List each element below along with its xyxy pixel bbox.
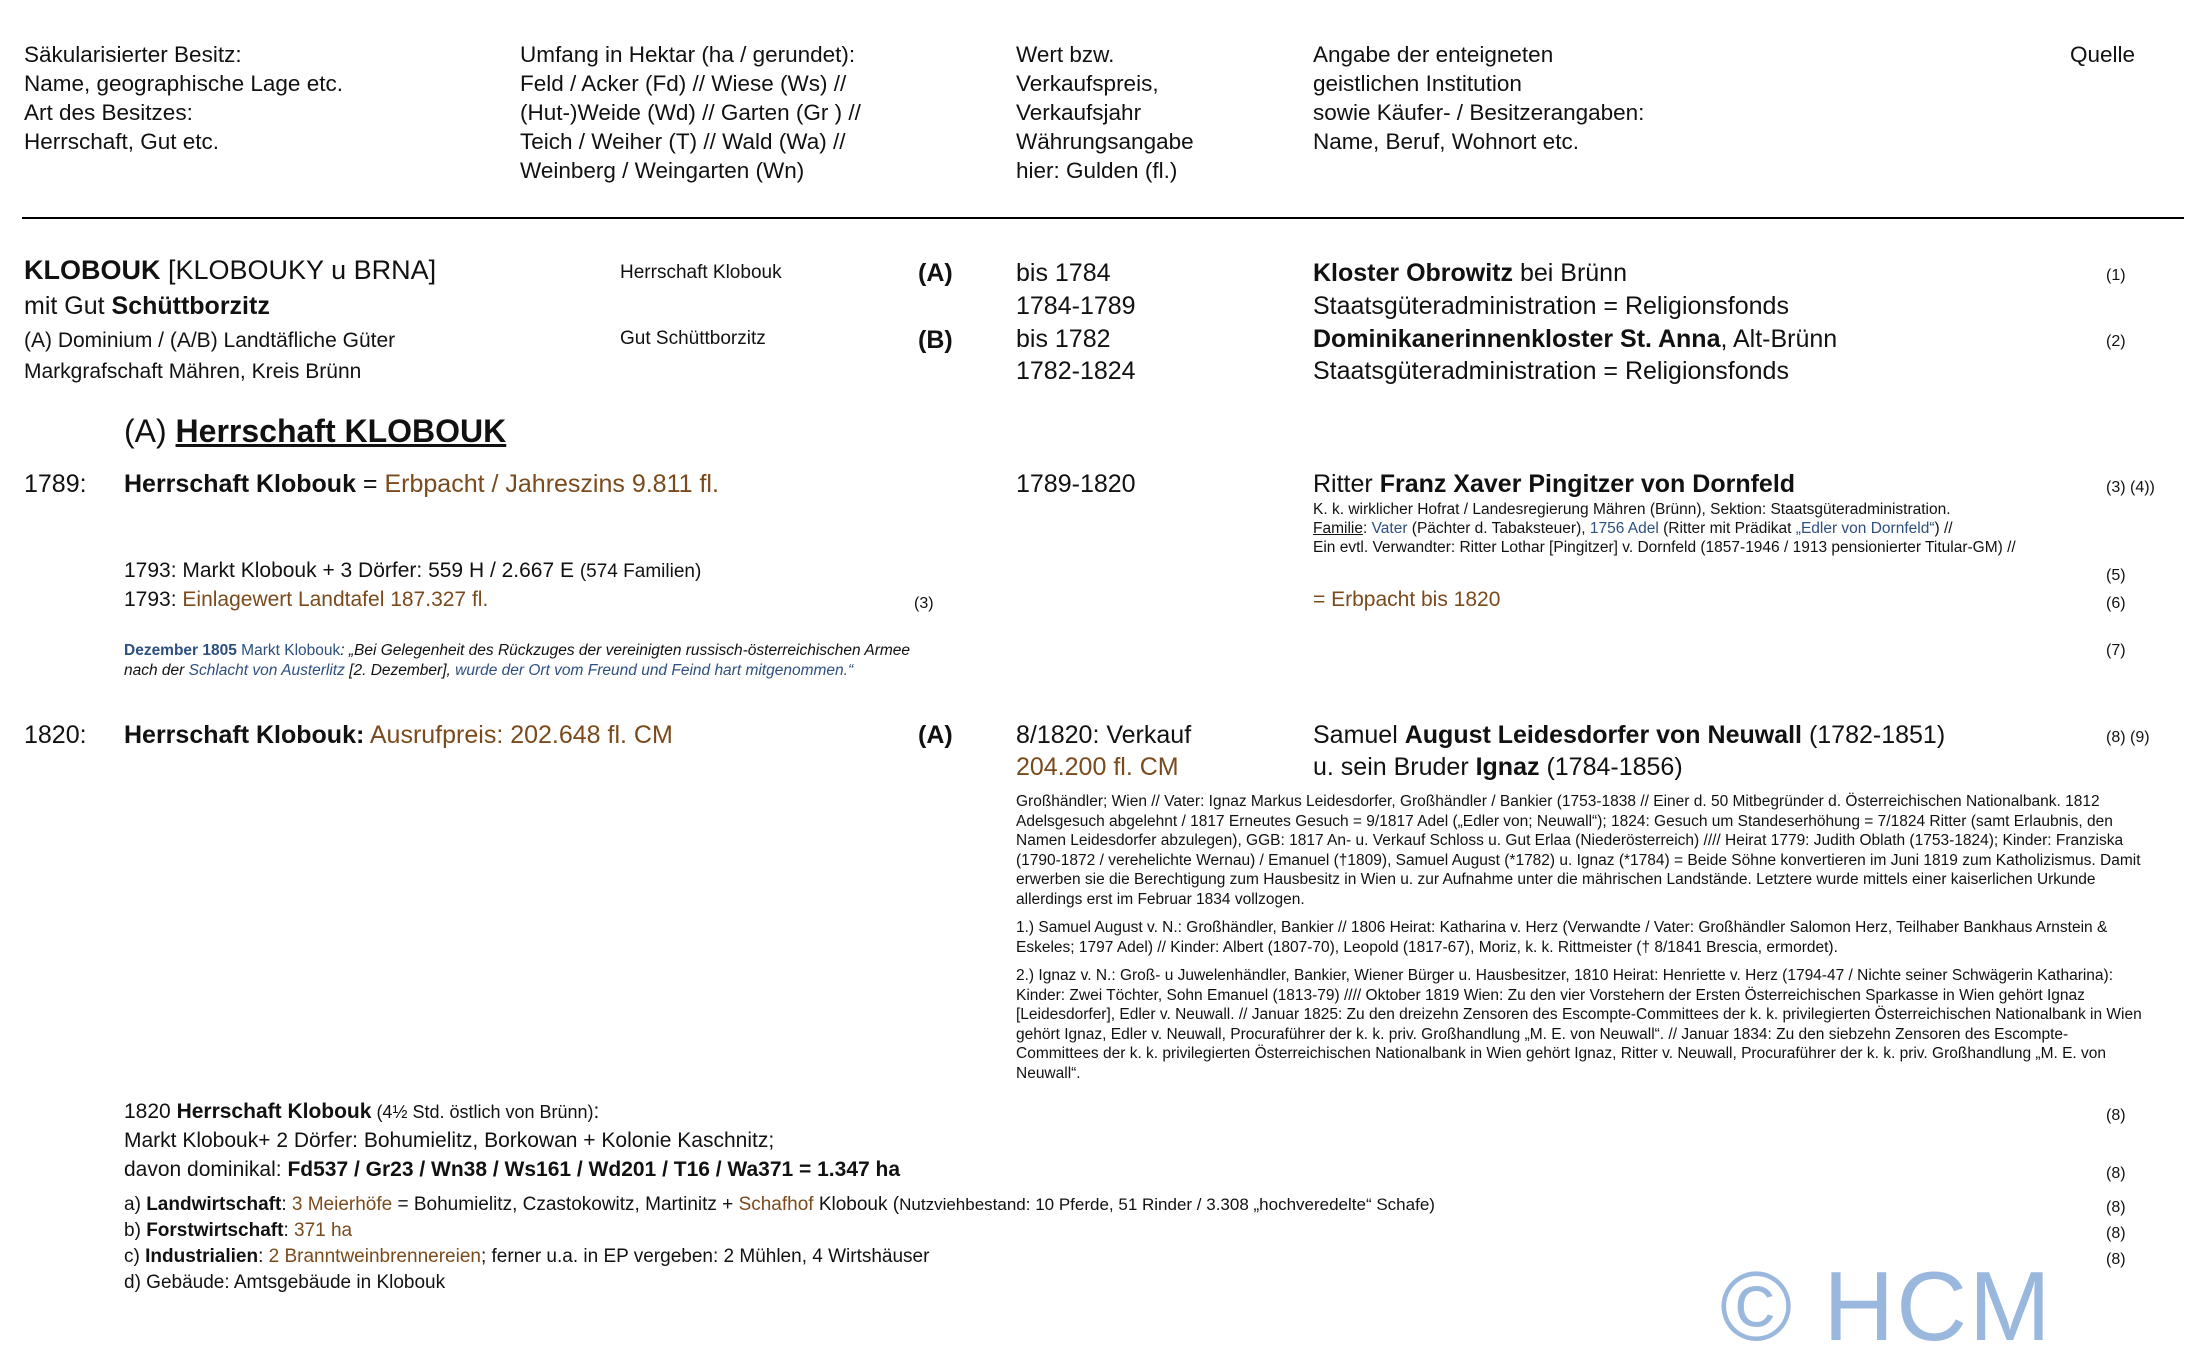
text: Herrschaft Klobouk: [176, 1100, 372, 1123]
header-col-property: [24, 40, 343, 156]
header-text: Feld / Acker (Fd) // Wiese (Ws) //: [520, 71, 847, 96]
summary-item-a: [124, 1193, 1435, 1217]
text: , Alt-Brünn: [1720, 325, 1838, 353]
year: 1789:: [24, 470, 87, 498]
property-location: Markgrafschaft Mähren, Kreis Brünn: [24, 360, 362, 383]
land-value: [124, 587, 488, 613]
event-1805: [124, 641, 910, 661]
text: mit Gut: [24, 292, 112, 320]
header-text: hier: Gulden (fl.): [1016, 158, 1178, 183]
source-ref: (1): [2106, 267, 2126, 284]
header-text: Name, Beruf, Wohnort etc.: [1313, 129, 1579, 154]
header-text: Umfang in Hektar (ha / gerundet):: [520, 42, 856, 67]
text: Klobouk (: [813, 1194, 900, 1215]
text: Kloster Obrowitz: [1313, 259, 1514, 287]
text: : „Bei Gelegenheit des Rückzuges der vereinigten russisch-österreichischen Armee: [340, 642, 911, 659]
text: (1784-1856): [1539, 753, 1683, 781]
header-text: Säkularisierter Besitz:: [24, 42, 242, 67]
text: Herrschaft KLOBOUK: [175, 413, 507, 449]
erbpacht: [1313, 587, 1500, 613]
text: Forstwirtschaft: [146, 1220, 284, 1241]
header-text: Angabe der enteigneten: [1313, 42, 1554, 67]
text: b): [124, 1220, 147, 1241]
buyer: [1313, 752, 1683, 783]
header-col-source: Quelle: [2070, 42, 2136, 67]
text: Fd537 / Gr23 / Wn38 / Ws161 / Wd201 / T16 / Wa371 = 1.347 ha: [287, 1158, 901, 1181]
header-text: geistlichen Institution: [1313, 71, 1522, 96]
mark-a: (A): [918, 259, 953, 287]
header-text: Herrschaft, Gut etc.: [24, 129, 220, 154]
text: Schlacht von Austerlitz: [188, 662, 345, 679]
text: [2. Dezember],: [344, 662, 456, 679]
text: :: [281, 1194, 292, 1215]
source-ref: (8): [2106, 1251, 2126, 1268]
header-text: Teich / Weiher (T) // Wald (Wa) //: [520, 129, 846, 154]
text: Samuel: [1313, 721, 1405, 749]
date: 1782-1824: [1016, 357, 1136, 385]
text: (4½ Std. östlich von Brünn): [371, 1102, 594, 1122]
sale: 8/1820: Verkauf: [1016, 721, 1192, 749]
text: Herrschaft Klobouk: [124, 470, 356, 498]
summary-item-c: [124, 1245, 929, 1269]
source-ref: (8): [2106, 1225, 2126, 1242]
text: Ignaz: [1475, 753, 1540, 781]
property-sub: [24, 291, 270, 322]
text: Dominikanerinnenkloster St. Anna: [1313, 325, 1721, 353]
summary-line: [124, 1099, 599, 1125]
text: Schüttborzitz: [111, 292, 270, 320]
label-herrschaft: Herrschaft Klobouk: [620, 262, 782, 283]
property-name: [24, 254, 436, 286]
note: [1313, 519, 1953, 539]
text: 1756 Adel: [1589, 520, 1659, 537]
text: Erbpacht / Jahreszins 9.811 fl.: [384, 470, 719, 498]
text: =: [355, 470, 385, 498]
date: 1784-1789: [1016, 292, 1136, 320]
header-text: Verkaufsjahr: [1016, 100, 1142, 125]
text: a): [124, 1194, 147, 1215]
text: August Leidesdorfer von Neuwall: [1404, 721, 1802, 749]
text: = Bohumielitz, Czastokowitz, Martinitz +: [392, 1194, 739, 1215]
watermark-logo: © HCM: [1720, 1251, 2053, 1361]
text: Ausrufpreis: 202.648 fl. CM: [364, 721, 673, 749]
source-ref: (8) (9): [2106, 729, 2150, 746]
source-ref: (8): [2106, 1107, 2126, 1124]
header-text: (Hut-)Weide (Wd) // Garten (Gr ) //: [520, 100, 861, 125]
text: 1820: [124, 1100, 177, 1123]
text: u. sein Bruder: [1313, 753, 1476, 781]
source-ref: (8): [2106, 1199, 2126, 1216]
text: :: [283, 1220, 294, 1241]
text: (574 Familien): [579, 561, 702, 582]
buyer: [1313, 720, 1945, 751]
header-text: Name, geographische Lage etc.: [24, 71, 343, 96]
property-type: (A) Dominium / (A/B) Landtäfliche Güter: [24, 329, 396, 352]
text: Dezember 1805: [124, 642, 237, 659]
section-title: [124, 412, 506, 450]
text: 3 Meierhöfe: [291, 1194, 393, 1215]
source-ref: (3): [914, 595, 934, 612]
text: ; ferner u.a. in EP vergeben: 2 Mühlen, 4 Wirtshäuser: [480, 1246, 930, 1267]
text: 1793:: [124, 588, 183, 611]
institution: Staatsgüteradministration = Religionsfonds: [1313, 292, 1789, 320]
label-gut: Gut Schüttborzitz: [620, 328, 766, 349]
mark-a: (A): [918, 721, 953, 749]
text: 1793: Markt Klobouk + 3 Dörfer: 559 H / 2.667 E: [124, 559, 580, 582]
text: (Ritter mit Prädikat: [1658, 520, 1796, 537]
source-ref: (7): [2106, 642, 2126, 659]
sale-price: 204.200 fl. CM: [1016, 753, 1179, 781]
row-1820-title: [124, 720, 673, 751]
header-text: Währungsangabe: [1016, 129, 1194, 154]
mark-b: (B): [918, 326, 953, 354]
text: 371 ha: [294, 1220, 353, 1241]
institution: [1313, 258, 1627, 289]
summary-line: [124, 1157, 900, 1183]
period: 1789-1820: [1016, 470, 1136, 498]
owner: [1313, 469, 1795, 500]
text: Nutzviehbestand: 10 Pferde, 51 Rinder / 3.308 „hochveredelte“ Schafe): [899, 1195, 1435, 1214]
source-ref: (3) (4)): [2106, 479, 2155, 496]
header-text: Wert bzw.: [1016, 42, 1115, 67]
source-ref: (6): [2106, 595, 2126, 612]
summary-item-d: d) Gebäude: Amtsgebäude in Klobouk: [124, 1272, 446, 1293]
source-ref: (8): [2106, 1165, 2126, 1182]
text: Franz Xaver Pingitzer von Dornfeld: [1379, 470, 1796, 498]
header-col-institution: [1313, 40, 1644, 156]
text: (Pächter d. Tabaksteuer),: [1407, 520, 1590, 537]
biography-paragraph: 1.) Samuel August v. N.: Großhändler, Bankier // 1806 Heirat: Katharina v. Herz (Verwandte / Vater: Großhändler Salomon Herz, Teilhaber Bankhaus Arnstein & Eskeles; 1797 Adel) // Kinder: Albert (1807-70), Leopold (1817-67), Moriz, k. k. Rittmeister († 8/1841 Brescia, ermordet).: [1016, 919, 2108, 956]
text: Schafhof: [738, 1194, 814, 1215]
date: bis 1782: [1016, 325, 1111, 353]
header-text: Verkaufspreis,: [1016, 71, 1159, 96]
text: :: [1362, 520, 1372, 537]
text: Vater: [1371, 520, 1408, 537]
event-1805-cont: [124, 661, 853, 681]
text: wurde der Ort vom Freund und Feind hart mitgenommen.“: [455, 662, 854, 679]
summary-item-b: [124, 1219, 352, 1243]
header-divider: [22, 217, 2184, 219]
source-ref: (5): [2106, 567, 2126, 584]
year: 1820:: [24, 721, 87, 749]
text: Markt Klobouk: [236, 642, 341, 659]
text: davon dominikal:: [124, 1158, 288, 1181]
note: Ein evtl. Verwandter: Ritter Lothar [Pingitzer] v. Dornfeld (1857-1946 / 1913 pensionierter Titular-GM) //: [1313, 539, 2016, 556]
text: (1782-1851): [1802, 721, 1946, 749]
text: 2 Branntweinbrennereien: [268, 1246, 481, 1267]
summary-line: Markt Klobouk+ 2 Dörfer: Bohumielitz, Borkowan + Kolonie Kaschnitz;: [124, 1129, 775, 1152]
text: „Edler von Dornfeld“: [1795, 520, 1935, 537]
header-text: sowie Käufer- / Besitzerangaben:: [1313, 100, 1645, 125]
biography-paragraph: 2.) Ignaz v. N.: Groß- u Juwelenhändler, Bankier, Wiener Bürger u. Hausbesitzer, 1810 Heirat: Henriette v. Herz (1794-47 / Nichte seiner Schwägerin Katharina): Kinder: Zwei Töchter, Sohn Emanuel (1813-79) //// Oktober 1819 Wien: Zu den vier Vorstehern der Ersten Österreichischen Sparkasse in Wien gehört Ignaz [Leidesdorfer], Edler v. Neuwall. // Januar 1825: Zu den dreizehn Zensoren des Escompte-Committees der k. k. privilegierten Österreichischen Nationalbank in Wien gehört Ignaz, Edler v. Neuwall, Procuraführer der k. k. priv. Großhandlung „M. E. von Neuwall“. // Januar 1834: Zu den siebzehn Zensoren des Escompte-Committees der k. k. privilegierten Österreichischen Nationalbank in Wien gehört Ignaz, Ritter v. Neuwall, Procuraführer der k. k. priv. Großhandlung „M. E. von Neuwall“.: [1016, 967, 2142, 1082]
property-name-bold: KLOBOUK: [24, 255, 161, 285]
text: Einlagewert Landtafel 187.327 fl.: [182, 588, 489, 611]
header-text: Weinberg / Weingarten (Wn): [520, 158, 805, 183]
row-1789-title: [124, 469, 719, 500]
text: Familie: [1313, 520, 1363, 537]
text: bei Brünn: [1513, 259, 1627, 287]
header-col-value: [1016, 40, 1194, 185]
note: K. k. wirklicher Hofrat / Landesregierung Mähren (Brünn), Sektion: Staatsgüteradministration.: [1313, 501, 1951, 518]
population: [124, 558, 701, 585]
institution: Staatsgüteradministration = Religionsfonds: [1313, 357, 1789, 385]
text: :: [593, 1100, 600, 1123]
text: nach der: [124, 662, 189, 679]
text: Landwirtschaft: [146, 1194, 282, 1215]
text: (A): [124, 413, 176, 449]
header-text: Art des Besitzes:: [24, 100, 193, 125]
text: Herrschaft Klobouk:: [124, 721, 365, 749]
source-ref: (2): [2106, 333, 2126, 350]
institution: [1313, 324, 1837, 355]
date: bis 1784: [1016, 259, 1111, 287]
header-col-area: [520, 40, 861, 185]
text: = Erbpacht bis 1820: [1313, 588, 1501, 611]
text: c): [124, 1246, 146, 1267]
text: ) //: [1934, 520, 1953, 537]
text: :: [258, 1246, 269, 1267]
text: Industrialien: [145, 1246, 259, 1267]
property-name-rest: [KLOBOUKY u BRNA]: [160, 255, 437, 285]
text: Ritter: [1313, 470, 1380, 498]
biography-paragraph: Großhändler; Wien // Vater: Ignaz Markus Leidesdorfer, Großhändler / Bankier (1753-1838 // Einer d. 50 Mitbegründer d. Österreichischen Nationalbank. 1812 Adelsgesuch abgelehnt / 1817 Erneutes Gesuch = 9/1817 Adel („Edler von; Neuwall“); 1824: Gesuch um Standeserhöhung = 7/1824 Ritter (samt Erlaubnis, den Namen Leidesdorfer abzulegen), GGB: 1817 An- u. Verkauf Schloss u. Gut Erlaa (Niederösterreich) //// Heirat 1779: Judith Oblath (1753-1824); Kinder: Franziska (1790-1872 / verehelichte Wernau) / Emanuel (†1809), Samuel August (*1782) u. Ignaz (*1784) = Beide Söhne konvertieren im Juni 1819 zum Katholizismus. Damit erwerben sie die Berechtigung zum Hausbesitz in Wien u. zur Aufnahme unter die mährischen Landstände. Letztere wurde mittels einer kaiserlichen Urkunde allerdings erst im Februar 1834 vollzogen.: [1016, 793, 2141, 908]
